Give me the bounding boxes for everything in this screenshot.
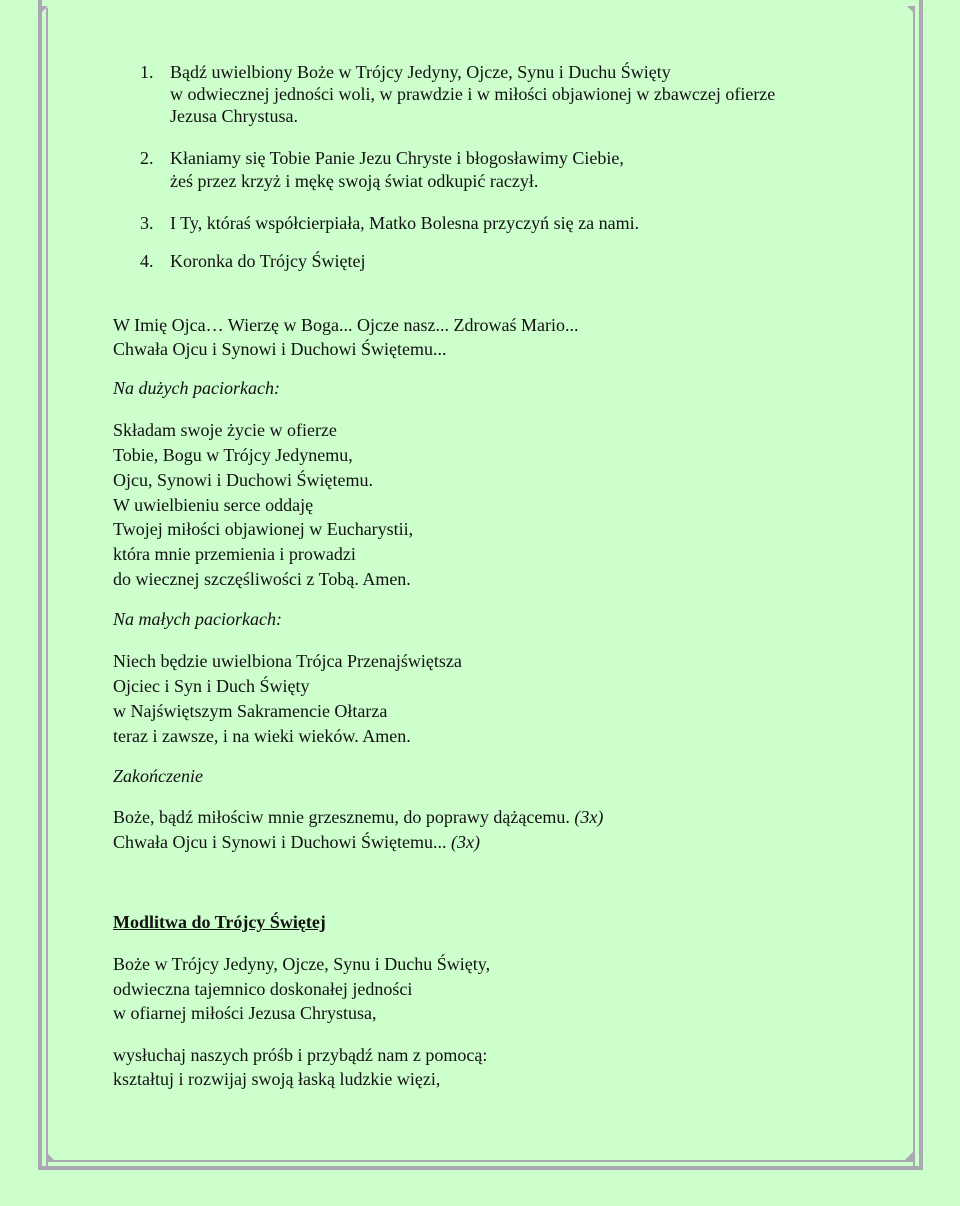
list-number: 4. [140, 251, 154, 271]
big-beads-line: Twojej miłości objawionej w Eucharystii, [113, 519, 414, 539]
prayer-line: w ofiarnej miłości Jezusa Chrystusa, [113, 1003, 377, 1023]
list-item-line: Kłaniamy się Tobie Panie Jezu Chryste i błogosławimy Ciebie, [170, 148, 624, 168]
corner-bottom-right-ornament [905, 1152, 913, 1160]
list-item-line: Koronka do Trójcy Świętej [170, 251, 366, 271]
big-beads-line: Składam swoje życie w ofierze [113, 420, 337, 440]
corner-top-right-ornament [907, 6, 915, 14]
prayer-line: wysłuchaj naszych próśb i przybądź nam z pomocą: [113, 1045, 488, 1065]
ending-line [113, 831, 480, 853]
frame-right-outer [919, 0, 923, 1170]
intro-line: Chwała Ojcu i Synowi i Duchowi Świętemu... [113, 339, 447, 359]
list-item-line: Jezusa Chrystusa. [170, 106, 298, 126]
big-beads-line: Tobie, Bogu w Trójcy Jedynemu, [113, 445, 353, 465]
prayer-line: Boże w Trójcy Jedyny, Ojcze, Synu i Duchu Święty, [113, 954, 491, 974]
ending-text: Chwała Ojcu i Synowi i Duchowi Świętemu... [113, 832, 447, 852]
big-beads-line: która mnie przemienia i prowadzi [113, 544, 356, 564]
small-beads-line: w Najświętszym Sakramencie Ołtarza [113, 701, 388, 721]
frame-left-inner [46, 8, 48, 1168]
frame-left-outer [38, 0, 42, 1170]
frame-right-inner [913, 8, 915, 1168]
big-beads-line: Ojcu, Synowi i Duchowi Świętemu. [113, 470, 373, 490]
big-beads-line: do wiecznej szczęśliwości z Tobą. Amen. [113, 569, 411, 589]
list-item-line: w odwiecznej jedności woli, w prawdzie i w miłości objawionej w zbawczej ofierze [170, 84, 776, 104]
list-number: 2. [140, 148, 154, 168]
small-beads-line: Niech będzie uwielbiona Trójca Przenajświętsza [113, 651, 462, 671]
ending-repeat: (3x) [450, 832, 480, 852]
ending-repeat: (3x) [574, 807, 604, 827]
list-item-line: Bądź uwielbiony Boże w Trójcy Jedyny, Ojcze, Synu i Duchu Święty [170, 62, 671, 82]
ending-line [113, 806, 603, 828]
small-beads-line: teraz i zawsze, i na wieki wieków. Amen. [113, 726, 411, 746]
big-beads-label: Na dużych paciorkach: [113, 378, 280, 398]
frame-bottom-outer [38, 1166, 923, 1170]
ending-label: Zakończenie [113, 766, 203, 786]
prayer-line: odwieczna tajemnico doskonałej jedności [113, 979, 413, 999]
list-number: 1. [140, 62, 154, 82]
list-item-line: I Ty, któraś współcierpiała, Matko Bolesna przyczyń się za nami. [170, 213, 640, 233]
corner-top-left-ornament [40, 6, 48, 14]
prayer-title: Modlitwa do Trójcy Świętej [113, 912, 326, 932]
ending-text: Boże, bądź miłościw mnie grzesznemu, do poprawy dążącemu. [113, 807, 570, 827]
big-beads-line: W uwielbieniu serce oddaję [113, 495, 314, 515]
corner-bottom-left-ornament [46, 1152, 54, 1160]
small-beads-label: Na małych paciorkach: [113, 609, 282, 629]
small-beads-line: Ojciec i Syn i Duch Święty [113, 676, 310, 696]
frame-bottom-inner [46, 1160, 915, 1162]
list-number: 3. [140, 213, 154, 233]
intro-line: W Imię Ojca… Wierzę w Boga... Ojcze nasz... Zdrowaś Mario... [113, 315, 579, 335]
prayer-line: kształtuj i rozwijaj swoją łaską ludzkie więzi, [113, 1069, 441, 1089]
list-item-line: żeś przez krzyż i mękę swoją świat odkupić raczył. [170, 171, 539, 191]
